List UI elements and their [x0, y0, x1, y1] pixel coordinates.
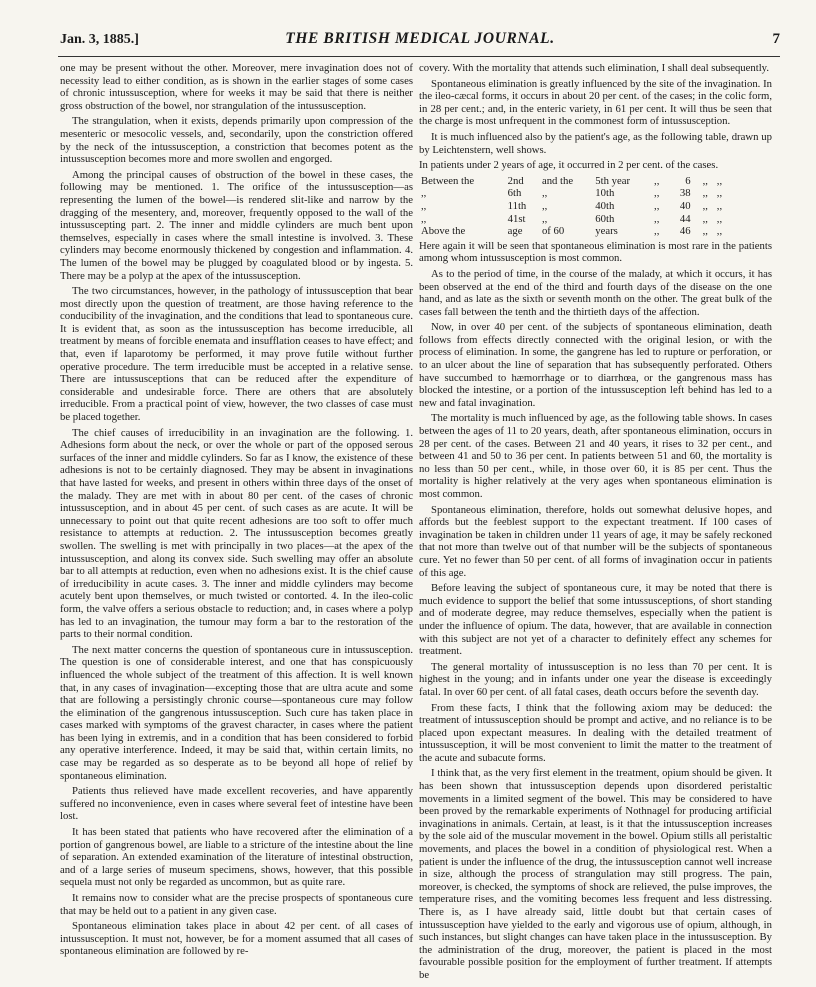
- table-row: [419, 175, 729, 188]
- table-cell: ,,: [421, 212, 427, 225]
- paragraph: As to the period of time, in the course of the malady, at which it occurs, it has been observed at the end of the third and fourth days of the disease on the one hand, and as late as the sixth or seventh month on the other. The great bulk of the cases fall between the tenth and the thirtieth days of the affection.: [419, 267, 772, 318]
- table-cell: ,,: [421, 187, 427, 200]
- paragraph: Among the principal causes of obstruction of the bowel in these cases, the following may be mentioned. 1. The orifice of the intussusception—as representing the lumen of the bowel—is rendered slit-like and narrow by the dragging of the mesentery, and, moreover, frequently opposed to the wall of the intussuscepting part. 2. The inner and middle cylinders are much bent upon themselves, especially in cases where the small intestine is involved. 3. These cylinders may become enormously thickened by congestion and inflammation. 4. The lumen of the bowel may be plugged by coagulated blood or by ingesta. 5. There may be a polyp at the apex of the intussusception.: [60, 168, 413, 282]
- table-cell: 2nd: [507, 174, 524, 187]
- table-cell: of 60: [541, 225, 565, 238]
- paragraph: Before leaving the subject of spontaneous cure, it may be noted that there is much evidence to support the belief that some intussusceptions, of short standing and of moderate degree, may reduce themselves, especially when the patient is under the influence of opium. The data, however, that are available in connection with this subject are not yet of a character to definitely effect any schemes for treatment.: [419, 582, 772, 658]
- table-cell: ,,: [716, 225, 723, 238]
- table-cell: ,,: [716, 174, 723, 187]
- table-row: [419, 213, 729, 226]
- table-cell: ,,: [421, 199, 427, 212]
- paragraph: The next matter concerns the question of spontaneous cure in intussusception. The question is one of considerable interest, and one that has conspicuously influenced the whole subject of the treatment of this affection. It is well known that, in any cases of invagination—excepting those that are ultra acute and some that are following a persistingly chronic course—spontaneous cure may follow the elimination of the gangrenous intussusception. Such cure has taken place in cases marked with symptoms of the gravest character, in cases where the patient has been lying in extremis, and in a condition that has been considered to forbid any operative interference. Indeed, it may be said that, within certain limits, no case may be regarded as so desperate as to be beyond all hope of relief by spontaneous elimination.: [60, 643, 413, 782]
- table-cell: ,,: [654, 187, 660, 200]
- paragraph: In patients under 2 years of age, it occurred in 2 per cent. of the cases.: [419, 159, 719, 172]
- table-cell: age: [507, 225, 523, 238]
- paragraph: The mortality is much influenced by age, as the following table shows. In cases between the ages of 11 to 20 years, death, after spontaneous elimination, occurs in 28 per cent. of the cases. Between 21 and 40 years, it rises to 32 per cent., and between 41 and 50 to 36 per cent. In patients between 51 and 60, the mortality is no less than 50 per cent., while, in those over 60, it is 85 per cent. Thus the mortality is higher relatively at the very ages when spontaneous elimination is most common.: [419, 412, 772, 500]
- table-cell: Between the: [421, 174, 475, 187]
- table-row: [419, 187, 729, 200]
- paragraph: Spontaneous elimination is greatly influenced by the site of the invagination. In the ileo-cæcal forms, it occurs in about 20 per cent. of the cases; in the colic form, in 28 per cent.; and, in the enteric variety, in 61 per cent. It will thus be seen that the charge is most unfrequent in the commonest form of intussusception.: [419, 77, 772, 128]
- page-number: 7: [772, 31, 780, 47]
- paragraph: Spontaneous elimination takes place in about 42 per cent. of all cases of intussusception. It must not, however, be for a moment assumed that all cases of spontaneous elimination are followed by re-: [60, 920, 413, 958]
- table-cell: 60th: [595, 212, 615, 225]
- table-cell: ,,: [541, 199, 548, 212]
- paragraph: From these facts, I think that the following axiom may be deduced: the treatment of intussusception should be prompt and active, and no reliance is to be placed upon expectant measures. In dealing with the detailed treatment of intussusception, it will be most convenient to limit the matter to the treatment of the acute and subacute forms.: [419, 701, 772, 764]
- table-cell: ,,: [702, 225, 708, 238]
- paragraph: covery. With the mortality that attends such elimination, I shall deal subsequently.: [419, 62, 769, 74]
- issue-date: Jan. 3, 1885.]: [60, 32, 139, 47]
- paragraph: It has been stated that patients who have recovered after the elimination of a portion of gangrenous bowel, are liable to a stricture of the intestine about the line of separation. An extended examination of the literature of intestinal obstruction, and of a large series of museum specimens, shows, however, that this possible sequela must not only be regarded as uncommon, but as quite rare.: [60, 826, 413, 889]
- running-header: [60, 30, 780, 52]
- table-cell: 40th: [595, 199, 615, 212]
- paragraph: It is much influenced also by the patient's age, as the following table, drawn up by Leichtenstern, well shows.: [419, 130, 772, 156]
- table-cell: 38: [679, 187, 691, 200]
- right-column: [419, 62, 772, 985]
- table-cell: ,,: [541, 212, 548, 225]
- paragraph: Here again it will be seen that spontaneous elimination is most rare in the patients among whom intussusception is most common.: [419, 239, 772, 265]
- table-cell: years: [595, 225, 618, 238]
- journal-title: THE BRITISH MEDICAL JOURNAL.: [285, 30, 555, 47]
- table-cell: ,,: [654, 225, 660, 238]
- table-row: [419, 200, 729, 213]
- table-cell: ,,: [702, 199, 708, 212]
- header-rule: [58, 56, 780, 57]
- table-cell: and the: [541, 174, 574, 187]
- table-cell: ,,: [716, 187, 723, 200]
- table-cell: ,,: [702, 212, 708, 225]
- paragraph: The chief causes of irreducibility in an invagination are the following. 1. Adhesions form about the neck, or over the whole or part of the opposed serous surfaces of the inner and middle cylinders. So far as I know, the existence of these adhesions is not to be certainly diagnosed. They may be absent in invaginations that have lasted for weeks, and present in others within three days of the onset of the malady. They are met with in about 80 per cent. of the cases of chronic intussusception, and in about 45 per cent. of such cases as are acute. It will be unnecessary to point out that quite recent adhesions are too soft to offer much resistance to attempts at reduction. 2. The intussusception becomes greatly swollen. The swelling is met with principally in two places—at the apex of the intussusception, and along its convex side. Such swelling may offer an absolute bar to all attempts at reduction, even when no adhesions exist. It is the chief cause of irreducibility in acute cases. 3. The inner and middle cylinders may become acutely bent upon themselves, or much twisted or contorted. 4. In the ileo-colic form, the valve offers a serious obstacle to reduction; and, in cases where a polyp has led to an invagination, the tumour may form a bar to the restoration of the parts to their normal condition.: [60, 426, 413, 641]
- paragraph: The two circumstances, however, in the pathology of intussusception that bear most directly upon the question of treatment, are those having reference to the conducibility of the invagination, and the conditions that lead to spontaneous cure. It is evident that, as soon as the intussusception has become irreducible, all treatment by means of forcible enemata and insufflation ceases to have effect; and that, even if laparotomy be performed, it may prove futile without further operative procedure. The term irreducible must be accepted in a relative sense. There are intussusceptions that can be reduced after the expenditure of considerable and undesirable force. There are others that are absolutely irreducible. From a practical point of view, however, the two classes of case must be placed together.: [60, 285, 413, 424]
- table-cell: 6th: [507, 187, 522, 200]
- table-cell: ,,: [716, 212, 723, 225]
- age-elimination-table: [419, 175, 729, 238]
- table-cell: 41st: [507, 212, 526, 225]
- paragraph: Now, in over 40 per cent. of the subjects of spontaneous elimination, death follows from effects directly connected with the original lesion, or with the process of elimination. In some, the gangrene has led to rupture or perforation, or to an ulcer about the line of separation that has subsequently perforated. Others have succumbed to hæmorrhage or to diarrhœa, or the gangrenous mass has blocked the intestine, or a portion of the intussusception left behind has led to a new and fatal invagination.: [419, 321, 772, 409]
- table-cell: 44: [679, 212, 691, 225]
- table-cell: 46: [679, 225, 691, 238]
- table-cell: ,,: [654, 174, 660, 187]
- paragraph: The strangulation, when it exists, depends primarily upon compression of the mesenteric or mesocolic vessels, and, secondarily, upon the constriction offered by the neck of the intussusception, a constriction that becomes potent as the intussusception becomes more and more swollen and engorged.: [60, 115, 413, 166]
- paragraph: one may be present without the other. Moreover, mere invagination does not of necessity lead to either condition, as is shown in the earlier stages of some cases of chronic intussusception, where for weeks it may be said that there is neither gross obstruction of the bowel, nor strangulation of the intussusception.: [60, 62, 413, 112]
- paragraph: Spontaneous elimination, therefore, holds out somewhat delusive hopes, and affords but the feeblest support to the expectant treatment. If 100 cases of invagination be taken in children under 11 years of age, it may be safely reckoned that not more than twelve out of that number will be the subjects of spontaneous cure. Yet no fewer than 50 per cent. of all forms of invagination occur in patients of this age.: [419, 503, 772, 579]
- table-cell: 10th: [595, 187, 615, 200]
- table-cell: ,,: [702, 187, 708, 200]
- table-cell: ,,: [654, 199, 660, 212]
- table-cell: 11th: [507, 199, 527, 212]
- paragraph: The general mortality of intussusception is no less than 70 per cent. It is highest in the young; and in infants under one year the disease is exceedingly fatal. In over 60 per cent. of all fatal cases, death occurs before the seventh day.: [419, 660, 772, 698]
- left-column: [60, 62, 413, 961]
- table-cell: 5th year: [595, 174, 631, 187]
- table-cell: ,,: [654, 212, 660, 225]
- paragraph: I think that, as the very first element in the treatment, opium should be given. It has been shown that intussusception depends upon disordered peristaltic movements in a limited segment of the bowel. This may be considered to have been proved by the remarkable experiments of Nothnagel for producing artificial invaginations in animals. Certain, at least, is it that the intussusception increases by the sole aid of the muscular movement in the bowel. Opium stills all peristaltic movements, and places the bowel in a condition of physiological rest. When a patient is under the influence of the drug, the intussusception cannot well increase in size, although the process of strangulation may still progress. The pain, moreover, is checked, the symptoms of shock are relieved, the pulse improves, the temperature rises, and the vomiting becomes less frequent and less distressing. There is, as I have already said, little doubt but that certain cases of intussusception have yielded to the early and vigorous use of opium, although, in such instances, but slight changes can have taken place in the intussusception. By the administration of the drug, moreover, the patient is placed in the most favourable possible position for the employment of further treatment. If attempts be: [419, 767, 772, 981]
- paragraph: Patients thus relieved have made excellent recoveries, and have apparently suffered no inconvenience, even in cases where several feet of intestine have been lost.: [60, 785, 413, 823]
- table-row: [419, 225, 729, 238]
- paragraph: It remains now to consider what are the precise prospects of spontaneous cure that may be held out to a patient in any given case.: [60, 892, 413, 917]
- table-cell: Above the: [421, 225, 466, 238]
- table-cell: 40: [679, 199, 691, 212]
- table-cell: 6: [685, 174, 691, 187]
- table-cell: ,,: [716, 199, 723, 212]
- table-cell: ,,: [702, 174, 708, 187]
- table-cell: ,,: [541, 187, 548, 200]
